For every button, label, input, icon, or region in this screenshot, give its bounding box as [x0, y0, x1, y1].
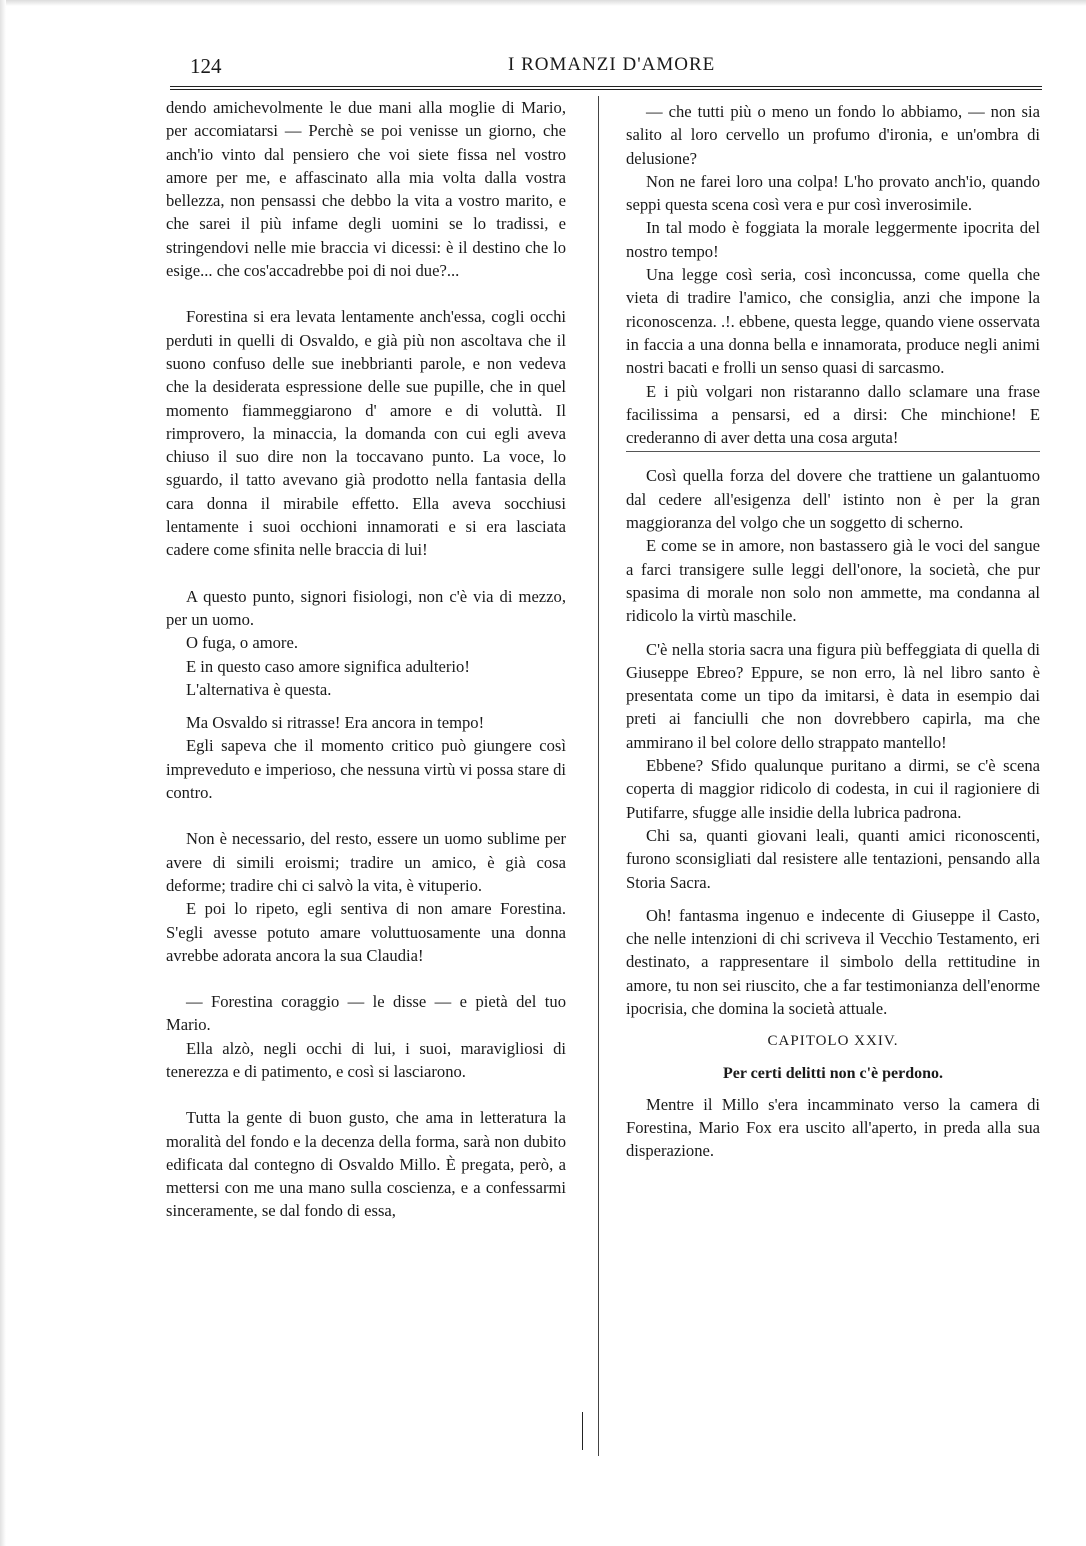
paragraph-gap: [166, 562, 566, 585]
chapter-title: Per certi delitti non c'è perdono.: [722, 1064, 944, 1082]
paragraph: L'alternativa è questa.: [186, 679, 332, 699]
page-gutter-shadow: [0, 0, 6, 1546]
paragraph-gap: [166, 1083, 566, 1106]
paragraph-gap: [166, 804, 566, 827]
paragraph: Mentre il Millo s'era incamminato verso la camera di Forestina, Mario Fox era uscito all'aperto, in preda alla sua disperazione.: [626, 1094, 1040, 1161]
paragraph: Forestina si era levata lentamente anch'essa, cogli occhi perduti in quelli di Osvaldo, e già più non ascoltava che il suono confuso delle sue inebbrianti parole, e non vedeva che la desiderata espressione delle sue pupille, che in quel momento fiammeggiarono d' amore e di voluttà. Il rimprovero, la minaccia, la domanda con cui egli aveva chiuso il suo dire non la toccavano punto. La voce, lo sguardo, il tatto avevano già prodotto nella fantasia della cara donna il mirabile effetto. Ella aveva socchiusi lentamente i suoi occhioni innamorati e si era lasciata cadere come sfinita nelle braccia di lui!: [166, 307, 566, 560]
paragraph-gap: [166, 967, 566, 990]
paragraph: Oh! fantasma ingenuo e indecente di Giuseppe il Casto, che nelle intenzioni di chi scriveva il Vecchio Testamento, eri destinato, a rappresentare il simbolo della rettitudine in amore, tu non sei riuscito, che a far testimonianza dell'enorme ipocrisia, che domina la società attuale.: [626, 905, 1040, 1018]
paragraph: Così quella forza del dovere che trattiene un galantuomo dal cedere all'esigenza dell' istinto non è per la gran maggioranza del volgo che un soggetto di scherno.: [626, 466, 1040, 533]
paragraph-gap: [166, 701, 566, 711]
paragraph: O fuga, o amore.: [186, 633, 298, 653]
section-rule: [626, 451, 1040, 452]
paragraph: Ma Osvaldo si ritrasse! Era ancora in tempo!: [186, 713, 485, 733]
header-rule: [170, 86, 1042, 90]
paragraph: Tutta la gente di buon gusto, che ama in letteratura la moralità del fondo e la decenza della forma, sarà non dubito edificata dal contegno di Osvaldo Millo. È pregata, però, a mettersi con me una mano sulla coscienza, e a confessarmi sinceramente, se dal fondo di essa,: [166, 1108, 566, 1221]
paragraph-gap: [626, 628, 1040, 638]
paragraph-gap: [166, 282, 566, 305]
column-divider: [598, 96, 599, 1456]
chapter-heading: CAPITOLO XXIV.: [767, 1033, 899, 1050]
paragraph: In tal modo è foggiata la morale leggermente ipocrita del nostro tempo!: [626, 218, 1040, 261]
column-divider-mark: [582, 1412, 583, 1450]
paragraph-gap: [626, 894, 1040, 904]
paragraph: — che tutti più o meno un fondo lo abbiamo, — non sia salito al loro cervello un profumo d'ironia, e un'ombra di delusione?: [626, 102, 1040, 168]
paragraph: Ella alzò, negli occhi di lui, i suoi, maravigliosi di tenerezza e di patimento, e così si lasciarono.: [166, 1038, 566, 1081]
paragraph: dendo amichevolmente le due mani alla moglie di Mario, per accomiatarsi — Perchè se poi venisse un giorno, che anch'io vinto dal pensiero che voi siete fissa nel vostro amore per me, e affascinato alla mia volta dalla vostra bellezza, non pensassi che debbo la vita a vostro marito, e che sarei il più infame degli uomini se lo tradissi, e stringendovi nelle mie braccia vi dicessi: è il destino che lo esige... che cos'accadrebbe poi di noi due?...: [166, 98, 566, 281]
paragraph: Non è necessario, del resto, essere un uomo sublime per avere di simili eroismi; tradire un amico, è già cosa deforme; tradire chi ci salvò la vita, è vituperio.: [166, 829, 566, 895]
paragraph: E come se in amore, non bastassero già le voci del sangue a farci transigere sulle leggi dell'onore, la società, che pur spasima di morale non solo non ammette, ma condanna al ridicolo la virtù maschile.: [626, 536, 1040, 626]
paragraph: Ebbene? Sfido qualunque puritano a dirmi, se c'è scena coperta di maggior ridicolo di codesta, in cui il ragioniere di Putifarre, sfugge alle insidie della lubrica padrona.: [626, 756, 1040, 822]
page-header: [190, 54, 1042, 84]
paragraph: C'è nella storia sacra una figura più beffeggiata di quella di Giuseppe Ebreo? Eppure, se non erro, là nel libro santo è presentata come un tipo da imitarsi, è data in esempio dai preti ai fanciulli che non dovrebbero capirla, ma che ammirano il bel colore dello strappato mantello!: [626, 639, 1040, 752]
paragraph: Una legge così seria, così inconcussa, come quella che vieta di tradire l'amico, che consiglia, anzi che impone la riconoscenza. .!. ebbene, questa legge, quando viene osservata in faccia a una donna bella e innamorata, produce negli animi nostri bacati e frolli un senso quasi di sarcasmo.: [626, 265, 1040, 378]
paragraph: — Forestina coraggio — le disse — e pietà del tuo Mario.: [166, 992, 566, 1035]
paragraph: E i più volgari non ristaranno dallo sclamare una frase facilissima a pensarsi, ed a dirsi: Che minchione! E crederanno di aver detta una cosa arguta!: [626, 381, 1040, 448]
paragraph: Egli sapeva che il momento critico può giungere così impreveduto e imperioso, che nessuna virtù vi possa stare di contro.: [166, 736, 567, 803]
page-number: 124: [190, 54, 222, 78]
running-title: I ROMANZI D'AMORE: [508, 54, 716, 75]
paragraph: Non ne farei loro una colpa! L'ho provato anch'io, quando seppi questa scena così vera e pur così inverosimile.: [626, 171, 1040, 215]
right-column: [626, 100, 1040, 1163]
page-top-edge: [0, 0, 1086, 6]
paragraph: E in questo caso amore significa adulterio!: [186, 656, 470, 676]
paragraph: Chi sa, quanti giovani leali, quanti amici riconoscenti, furono sconsigliati dal resistere alle tentazioni, pensando alla Storia Sacra.: [626, 825, 1040, 892]
paragraph: A questo punto, signori fisiologi, non c'è via di mezzo, per un uomo.: [166, 586, 566, 629]
left-column: [166, 96, 566, 1223]
paragraph: E poi lo ripeto, egli sentiva di non amare Forestina. S'egli avesse potuto amare voluttuosamente una donna avrebbe adorata ancora la sua Claudia!: [166, 899, 566, 965]
